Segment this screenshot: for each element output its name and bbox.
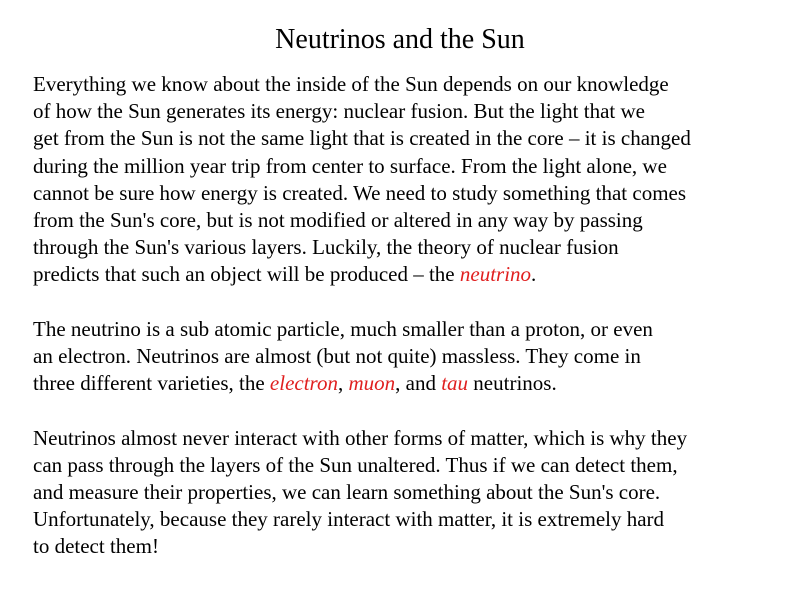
text-segment: can pass through the layers of the Sun unaltered. Thus if we can detect them,: [33, 452, 678, 477]
slide-body: [33, 71, 793, 588]
text-line: [33, 316, 793, 343]
text-segment: The neutrino is a sub atomic particle, much smaller than a proton, or even: [33, 316, 653, 341]
text-line: [33, 370, 793, 397]
text-segment: Unfortunately, because they rarely interact with matter, it is extremely hard: [33, 507, 665, 532]
text-segment: through the Sun's various layers. Luckily, the theory of nuclear fusion: [33, 235, 619, 260]
text-segment: during the million year trip from center to surface. From the light alone, we: [33, 153, 667, 178]
text-segment: from the Sun's core, but is not modified or altered in any way by passing: [33, 208, 643, 233]
text-segment: get from the Sun is not the same light that is created in the core – it is changed: [33, 126, 691, 151]
text-segment: an electron. Neutrinos are almost (but not quite) massless. They come in: [33, 344, 641, 369]
text-segment: ,: [337, 371, 349, 396]
text-line: [33, 125, 793, 152]
emphasized-term-muon: muon: [348, 371, 396, 396]
text-segment: and measure their properties, we can learn something about the Sun's core.: [33, 480, 661, 505]
text-line: [33, 425, 793, 452]
emphasized-term-tau: tau: [441, 371, 469, 396]
text-line: [33, 343, 793, 370]
text-segment: three different varieties, the: [33, 371, 270, 396]
text-segment: neutrinos.: [468, 371, 557, 396]
text-segment: to detect them!: [33, 534, 159, 559]
text-line: [33, 234, 793, 261]
text-segment: , and: [395, 371, 442, 396]
text-line: [33, 261, 793, 288]
text-line: [33, 452, 793, 479]
text-line: [33, 506, 793, 533]
paragraph-detection: [33, 425, 793, 561]
text-segment: cannot be sure how energy is created. We need to study something that comes: [33, 180, 687, 205]
text-line: [33, 479, 793, 506]
text-segment: Neutrinos almost never interact with other forms of matter, which is why they: [33, 425, 688, 450]
text-segment: of how the Sun generates its energy: nuclear fusion. But the light that we: [33, 99, 645, 124]
text-segment: predicts that such an object will be produced – the: [33, 262, 460, 287]
emphasized-term-neutrino: neutrino: [459, 262, 532, 287]
paragraph-neutrino-description: [33, 316, 793, 398]
text-line: [33, 153, 793, 180]
text-segment: Everything we know about the inside of the Sun depends on our knowledge: [33, 72, 669, 96]
paragraph-intro: [33, 71, 793, 289]
page-title: Neutrinos and the Sun: [275, 24, 525, 55]
text-line: [33, 533, 793, 560]
text-line: [33, 98, 793, 125]
text-segment: .: [531, 262, 537, 287]
text-line: [33, 180, 793, 207]
text-line: [33, 71, 793, 98]
text-line: [33, 207, 793, 234]
emphasized-term-electron: electron: [269, 371, 338, 396]
